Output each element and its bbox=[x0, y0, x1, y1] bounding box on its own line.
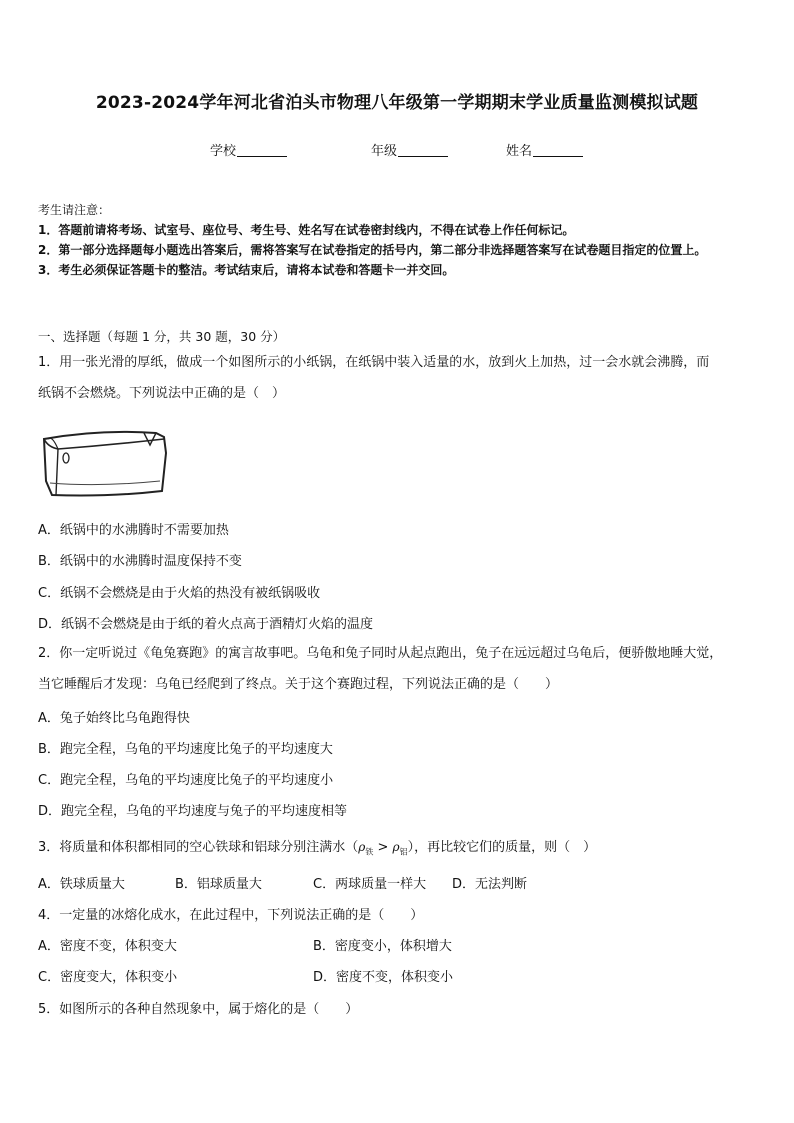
question-1-line-1: 1．用一张光滑的厚纸，做成一个如图所示的小纸锅，在纸锅中装入适量的水，放到火上加热，过一会水就会沸腾，而 bbox=[38, 355, 710, 370]
q1-option-b: B．纸锅中的水沸腾时温度保持不变 bbox=[38, 554, 242, 569]
q3-stem-after: ），再比较它们的质量，则（ ） bbox=[407, 840, 597, 855]
question-1-line-2: 纸锅不会燃烧。下列说法中正确的是（ ） bbox=[38, 386, 286, 401]
q2-option-a: A．兔子始终比乌龟跑得快 bbox=[38, 711, 190, 726]
q1-option-a: A．纸锅中的水沸腾时不需要加热 bbox=[38, 523, 229, 538]
question-2-stem bbox=[38, 638, 758, 700]
grade-field bbox=[371, 140, 448, 159]
question-1-stem bbox=[38, 347, 758, 409]
q2-option-d: D．跑完全程，乌龟的平均速度与兔子的平均速度相等 bbox=[38, 804, 348, 819]
rho-iron: $\rho_铁$ bbox=[358, 840, 374, 857]
notice-item-1: 1．答题前请将考场、试室号、座位号、考生号、姓名写在试卷密封线内，不得在试卷上作任何标记。 bbox=[38, 223, 575, 237]
paper-pot-figure bbox=[40, 425, 170, 503]
grade-blank bbox=[398, 143, 448, 157]
notice-head: 考生请注意： bbox=[38, 203, 111, 217]
grade-label: 年级 bbox=[371, 144, 398, 159]
school-blank bbox=[237, 143, 287, 157]
q3-stem-before: 3．将质量和体积都相同的空心铁球和铝球分别注满水（ bbox=[38, 840, 359, 855]
q3-option-b: B．铝球质量大 bbox=[175, 877, 262, 892]
school-label: 学校 bbox=[210, 144, 237, 159]
q1-option-d: D．纸锅不会燃烧是由于纸的着火点高于酒精灯火焰的温度 bbox=[38, 617, 374, 632]
exam-title: 2023-2024学年河北省泊头市物理八年级第一学期期末学业质量监测模拟试题 bbox=[95, 93, 699, 113]
q4-option-b: B．密度变小，体积增大 bbox=[313, 939, 452, 954]
name-label: 姓名 bbox=[506, 144, 533, 159]
question-4-stem: 4．一定量的冰熔化成水，在此过程中，下列说法正确的是（ ） bbox=[38, 908, 424, 923]
name-field bbox=[506, 140, 583, 159]
school-field bbox=[210, 140, 287, 159]
question-3-stem bbox=[38, 836, 596, 857]
q4-option-c: C．密度变大，体积变小 bbox=[38, 970, 178, 985]
question-2-line-2: 当它睡醒后才发现：乌龟已经爬到了终点。关于这个赛跑过程，下列说法正确的是（ ） bbox=[38, 677, 559, 692]
q2-option-c: C．跑完全程，乌龟的平均速度比兔子的平均速度小 bbox=[38, 773, 334, 788]
q2-option-b: B．跑完全程，乌龟的平均速度比兔子的平均速度大 bbox=[38, 742, 333, 757]
q3-option-d: D．无法判断 bbox=[452, 877, 528, 892]
q4-option-a: A．密度不变，体积变大 bbox=[38, 939, 177, 954]
notice-item-2: 2．第一部分选择题每小题选出答案后，需将答案写在试卷指定的括号内，第二部分非选择题答案写在试卷题目指定的位置上。 bbox=[38, 243, 707, 257]
notice-item-3: 3．考生必须保证答题卡的整洁。考试结束后，请将本试卷和答题卡一并交回。 bbox=[38, 263, 455, 277]
rho-aluminum: $\rho_铝$ bbox=[392, 840, 408, 857]
question-5-stem: 5．如图所示的各种自然现象中，属于熔化的是（ ） bbox=[38, 1002, 359, 1017]
q1-option-c: C．纸锅不会燃烧是由于火焰的热没有被纸锅吸收 bbox=[38, 586, 321, 601]
notice-block bbox=[38, 200, 760, 280]
section-heading: 一、选择题（每题 1 分，共 30 题，30 分） bbox=[38, 329, 286, 344]
q4-option-d: D．密度不变，体积变小 bbox=[313, 970, 454, 985]
name-blank bbox=[533, 143, 583, 157]
greater-than: > bbox=[373, 840, 393, 855]
q3-option-c: C．两球质量一样大 bbox=[313, 877, 427, 892]
question-2-line-1: 2．你一定听说过《龟兔赛跑》的寓言故事吧。乌龟和兔子同时从起点跑出，兔子在远远超过乌龟后，便骄傲地睡大觉， bbox=[38, 646, 723, 661]
q3-option-a: A．铁球质量大 bbox=[38, 877, 125, 892]
